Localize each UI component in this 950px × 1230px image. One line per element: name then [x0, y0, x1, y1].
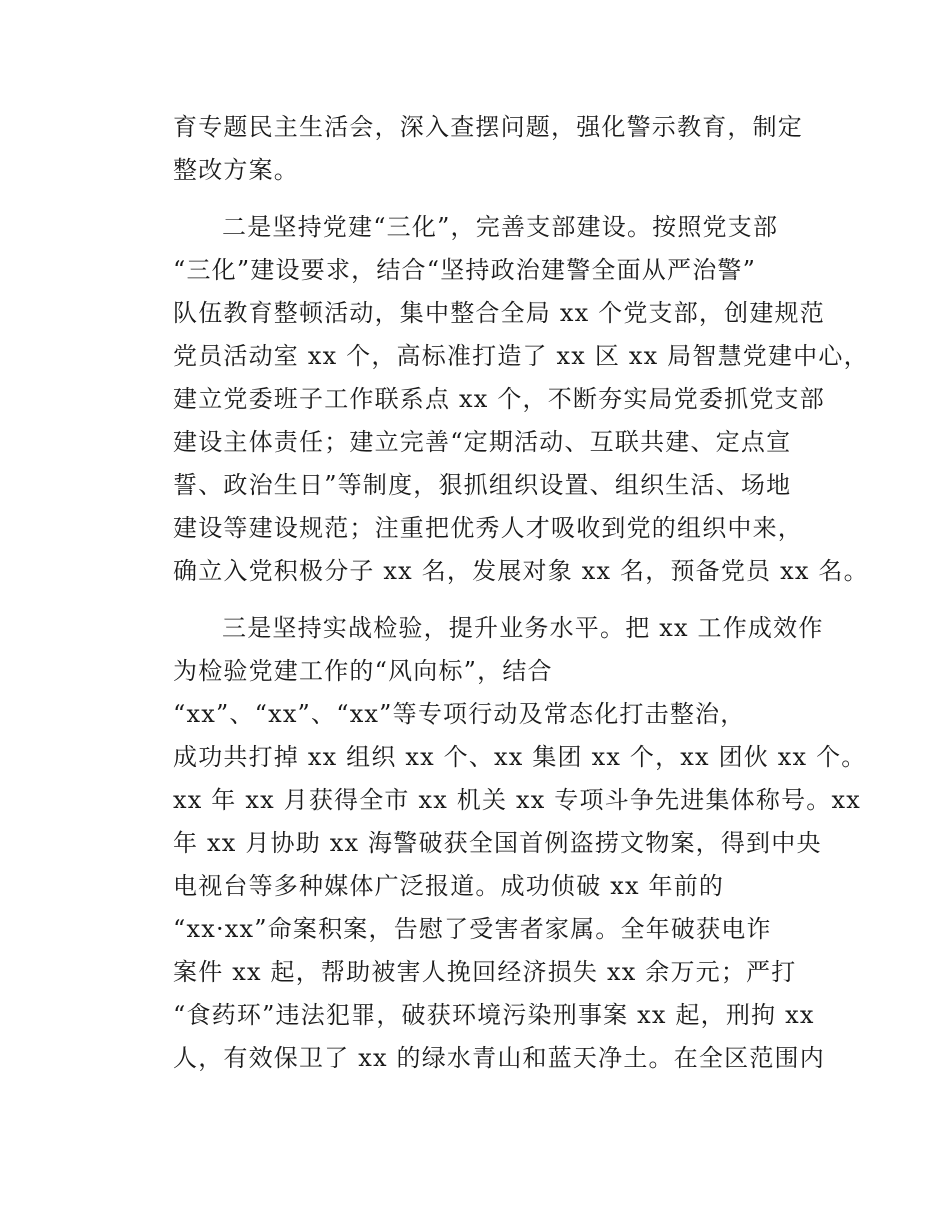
paragraph-start-line: 二是坚持党建“三化”，完善支部建设。按照党支部 — [222, 213, 779, 241]
text-line: 育专题民主生活会，深入查摆问题，强化警示教育，制定 — [173, 113, 803, 141]
text-line: “xx”、“xx”、“xx”等专项行动及常态化打击整治， — [173, 700, 746, 728]
text-line: 成功共打掉 xx 组织 xx 个、xx 集团 xx 个，xx 团伙 xx 个。 — [173, 743, 867, 771]
text-line: 队伍教育整顿活动，集中整合全局 xx 个党支部，创建规范 — [173, 299, 825, 327]
text-line: 党员活动室 xx 个，高标准打造了 xx 区 xx 局智慧党建中心， — [173, 342, 869, 370]
text-line: 年 xx 月协助 xx 海警破获全国首例盗捞文物案，得到中央 — [173, 829, 822, 857]
text-line: 电视台等多种媒体广泛报道。成功侦破 xx 年前的 — [173, 872, 725, 900]
text-line: xx 年 xx 月获得全市 xx 机关 xx 专项斗争先进集体称号。xx — [173, 786, 861, 814]
text-line: 人，有效保卫了 xx 的绿水青山和蓝天净土。在全区范围内 — [173, 1044, 825, 1072]
text-line: 案件 xx 起，帮助被害人挽回经济损失 xx 余万元；严打 — [173, 958, 797, 986]
text-line: “食药环”违法犯罪，破获环境污染刑事案 xx 起，刑拘 xx — [173, 1001, 815, 1029]
text-line: 誓、政治生日”等制度，狠抓组织设置、组织生活、场地 — [173, 471, 792, 499]
text-line: 建设主体责任；建立完善“定期活动、互联共建、定点宣 — [173, 428, 792, 456]
text-line: “三化”建设要求，结合“坚持政治建警全面从严治警” — [173, 256, 757, 284]
text-line: 建立党委班子工作联系点 xx 个，不断夯实局党委抓党支部 — [173, 385, 825, 413]
paragraph-start-line: 三是坚持实战检验，提升业务水平。把 xx 工作成效作 — [222, 614, 824, 642]
text-line: 确立入党积极分子 xx 名，发展对象 xx 名，预备党员 xx 名。 — [173, 557, 869, 585]
text-line: 整改方案。 — [173, 156, 299, 184]
text-line: 为检验党建工作的“风向标”，结合 — [173, 657, 553, 685]
text-line: 建设等建设规范；注重把优秀人才吸收到党的组织中来， — [173, 514, 803, 542]
text-line: “xx·xx”命案积案，告慰了受害者家属。全年破获电诈 — [173, 915, 772, 943]
